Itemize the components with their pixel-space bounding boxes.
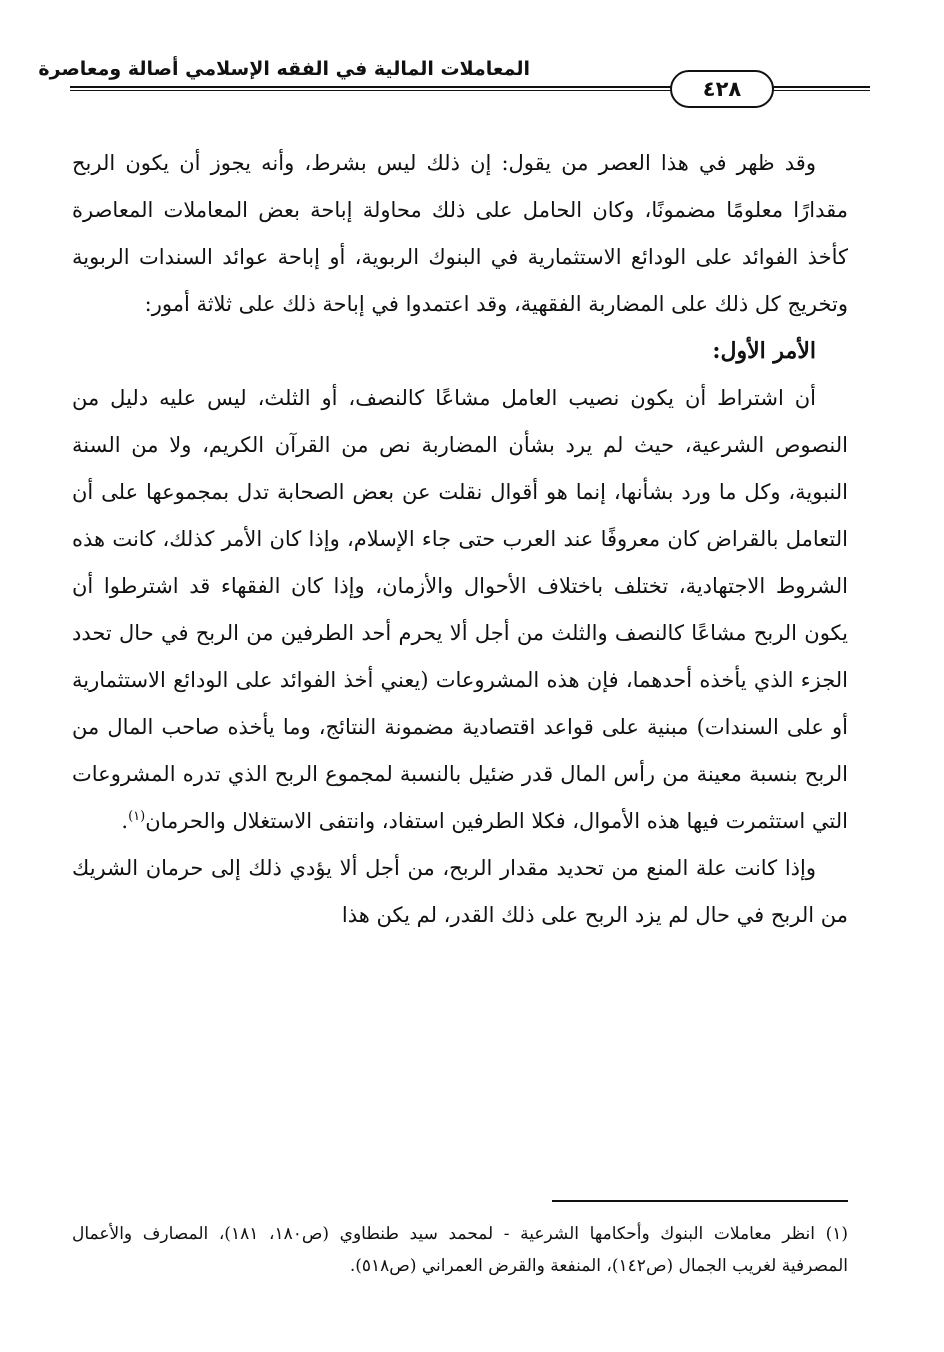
footnote-rule <box>552 1200 848 1202</box>
section-heading: الأمر الأول: <box>712 338 816 364</box>
footnote-1: (١) انظر معاملات البنوك وأحكامها الشرعية - لمحمد سيد طنطاوي (ص١٨٠، ١٨١)، المصارف والأعمال المصرفية لغريب الجمال (ص١٤٢)، المنفعة والقرض العمراني (ص٥١٨). <box>72 1224 849 1276</box>
main-text <box>72 140 848 939</box>
page-number: ٤٢٨ <box>702 77 742 101</box>
paragraph-intro: وقد ظهر في هذا العصر من يقول: إن ذلك ليس بشرط، وأنه يجوز أن يكون الربح مقدارًا معلومًا مضمونًا، وكان الحامل على ذلك محاولة إباحة بعض المعاملات المعاصرة كأخذ الفوائد على الودائع الاستثمارية في البنوك الربوية، أو إباحة عوائد السندات الربوية وتخريج كل ذلك على المضاربة الفقهية، وقد اعتمدوا في إباحة ذلك على ثلاثة أمور: <box>72 151 848 316</box>
running-header <box>38 50 870 120</box>
book-title: المعاملات المالية في الفقه الإسلامي أصالة ومعاصرة <box>38 58 530 80</box>
paragraph-continuation: وإذا كانت علة المنع من تحديد مقدار الربح، من أجل ألا يؤدي ذلك إلى حرمان الشريك من الربح في حال لم يزد الربح على ذلك القدر، لم يكن هذا <box>72 856 848 927</box>
footnote-marker: (١) <box>128 809 146 824</box>
page-number-badge <box>670 70 774 108</box>
paragraph-first-matter <box>72 375 848 845</box>
footnotes <box>72 1218 848 1282</box>
paragraph-first-matter-text: أن اشتراط أن يكون نصيب العامل مشاعًا كالنصف، أو الثلث، ليس عليه دليل من النصوص الشرعية، حيث لم يرد بشأن المضاربة نص من القرآن الكريم، ولا من السنة النبوية، وكل ما ورد بشأنها، إنما هو أقوال نقلت عن بعض الصحابة تدل بمجموعها على أن التعامل بالقراض كان معروفًا عند العرب حتى جاء الإسلام، وإذا كان الأمر كذلك، كانت هذه الشروط الاجتهادية، تختلف باختلاف الأحوال والأزمان، وإذا كان الفقهاء قد اشترطوا أن يكون الربح مشاعًا كالنصف والثلث من أجل ألا يحرم أحد الطرفين من الربح في حال تحدد الجزء الذي يأخذه أحدهما، فإن هذه المشروعات (يعني أخذ الفوائد على الودائع الاستثمارية أو على السندات) مبنية على قواعد اقتصادية مضمونة النتائج، وما يأخذه صاحب المال من الربح بنسبة معينة من رأس المال قدر ضئيل بالنسبة لمجموع الربح الذي تدره المشروعات التي استثمرت فيها هذه الأموال، فكلا الطرفين استفاد، وانتفى الاستغلال والحرمان <box>72 386 848 833</box>
paragraph-first-matter-end: . <box>121 809 129 833</box>
